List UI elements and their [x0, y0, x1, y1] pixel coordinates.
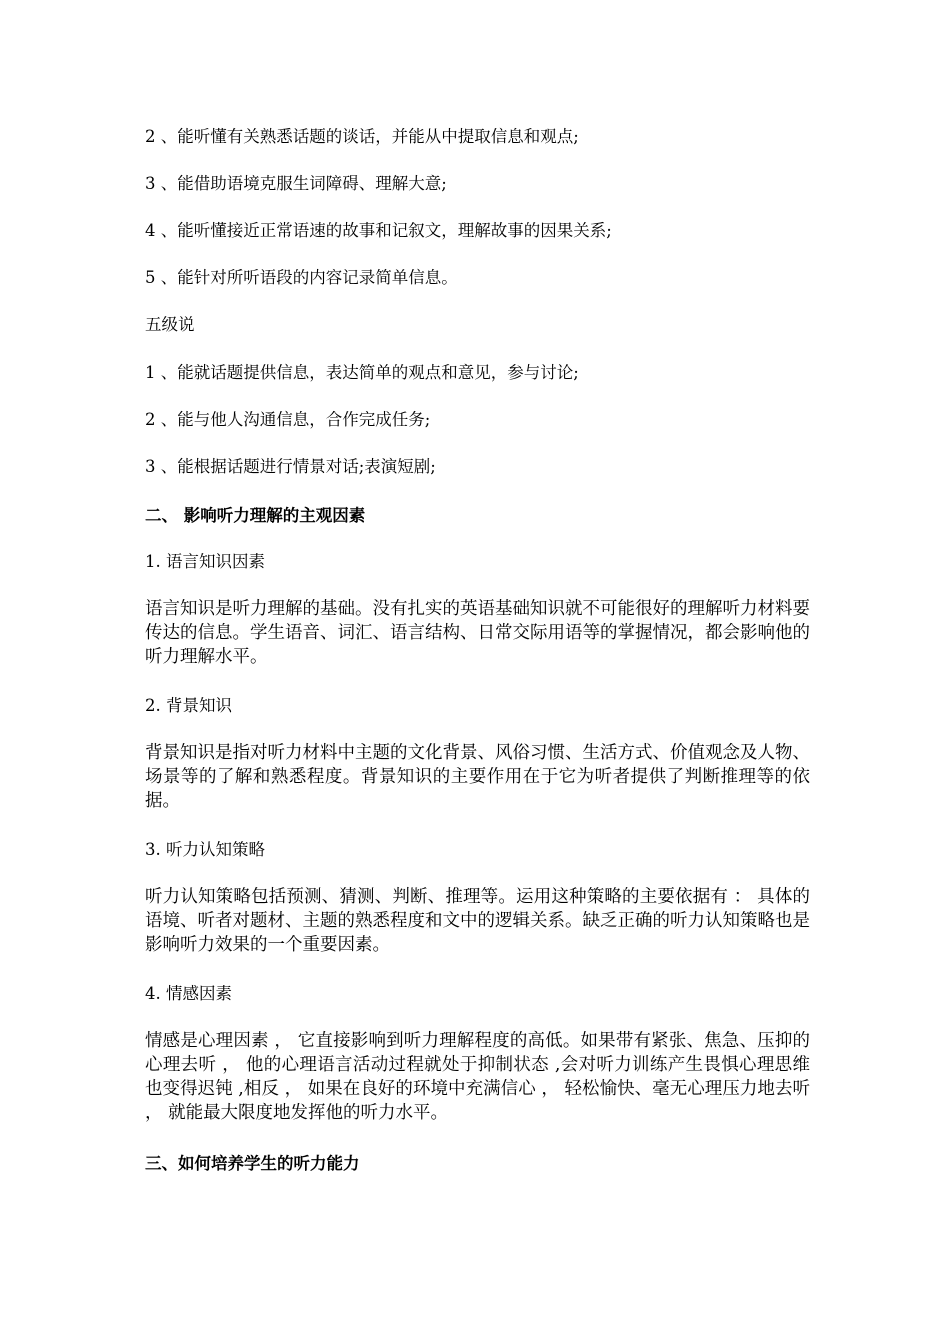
factor-heading-emotional-factors: 4. 情感因素 [145, 984, 232, 1003]
factor-heading-cognitive-strategy: 3. 听力认知策略 [145, 840, 265, 859]
factor-paragraph-cognitive-strategy: 听力认知策略包括预测、猜测、判断、推理等。运用这种策略的主要依据有 ： 具体的语境、听者对题材、主题的熟悉程度和文中的逻辑关系。缺乏正确的听力认知策略也是影响听力效果的一个重要因素。 [145, 887, 810, 955]
speaking-item-2: 2 、能与他人沟通信息，合作完成任务; [145, 410, 431, 429]
speaking-heading: 五级说 [145, 315, 195, 334]
factor-paragraph-language-knowledge: 语言知识是听力理解的基础。没有扎实的英语基础知识就不可能很好的理解听力材料要传达的信息。学生语音、词汇、语言结构、日常交际用语等的掌握情况，都会影响他的听力理解水平。 [145, 599, 810, 667]
speaking-item-1: 1 、能就话题提供信息，表达简单的观点和意见，参与讨论; [145, 363, 579, 382]
listening-item-4: 4 、能听懂接近正常语速的故事和记叙文，理解故事的因果关系; [145, 221, 612, 240]
factor-heading-language-knowledge: 1. 语言知识因素 [145, 552, 265, 571]
speaking-item-3: 3 、能根据话题进行情景对话;表演短剧; [145, 457, 436, 476]
factor-paragraph-background-knowledge: 背景知识是指对听力材料中主题的文化背景、风俗习惯、生活方式、价值观念及人物、场景等的了解和熟悉程度。背景知识的主要作用在于它为听者提供了判断推理等的依据。 [145, 743, 810, 811]
factor-paragraph-emotional-factors: 情感是心理因素 ， 它直接影响到听力理解程度的高低。如果带有紧张、焦急、压抑的心理去听 ， 他的心理语言活动过程就处于抑制状态 ,会对听力训练产生畏惧心理思维也变得迟钝 ,相反 ， 如果在良好的环境中充满信心 ， 轻松愉快、毫无心理压力地去听 ， 就能最大限度地发挥他的听力水平。 [145, 1031, 810, 1123]
section-heading-training: 三、如何培养学生的听力能力 [145, 1154, 360, 1173]
listening-item-5: 5 、能针对所听语段的内容记录简单信息。 [145, 268, 458, 287]
listening-item-2: 2 、能听懂有关熟悉话题的谈话，并能从中提取信息和观点; [145, 127, 579, 146]
section-heading-factors: 二、 影响听力理解的主观因素 [145, 506, 366, 525]
listening-item-3: 3 、能借助语境克服生词障碍、理解大意; [145, 174, 447, 193]
factor-heading-background-knowledge: 2. 背景知识 [145, 696, 232, 715]
